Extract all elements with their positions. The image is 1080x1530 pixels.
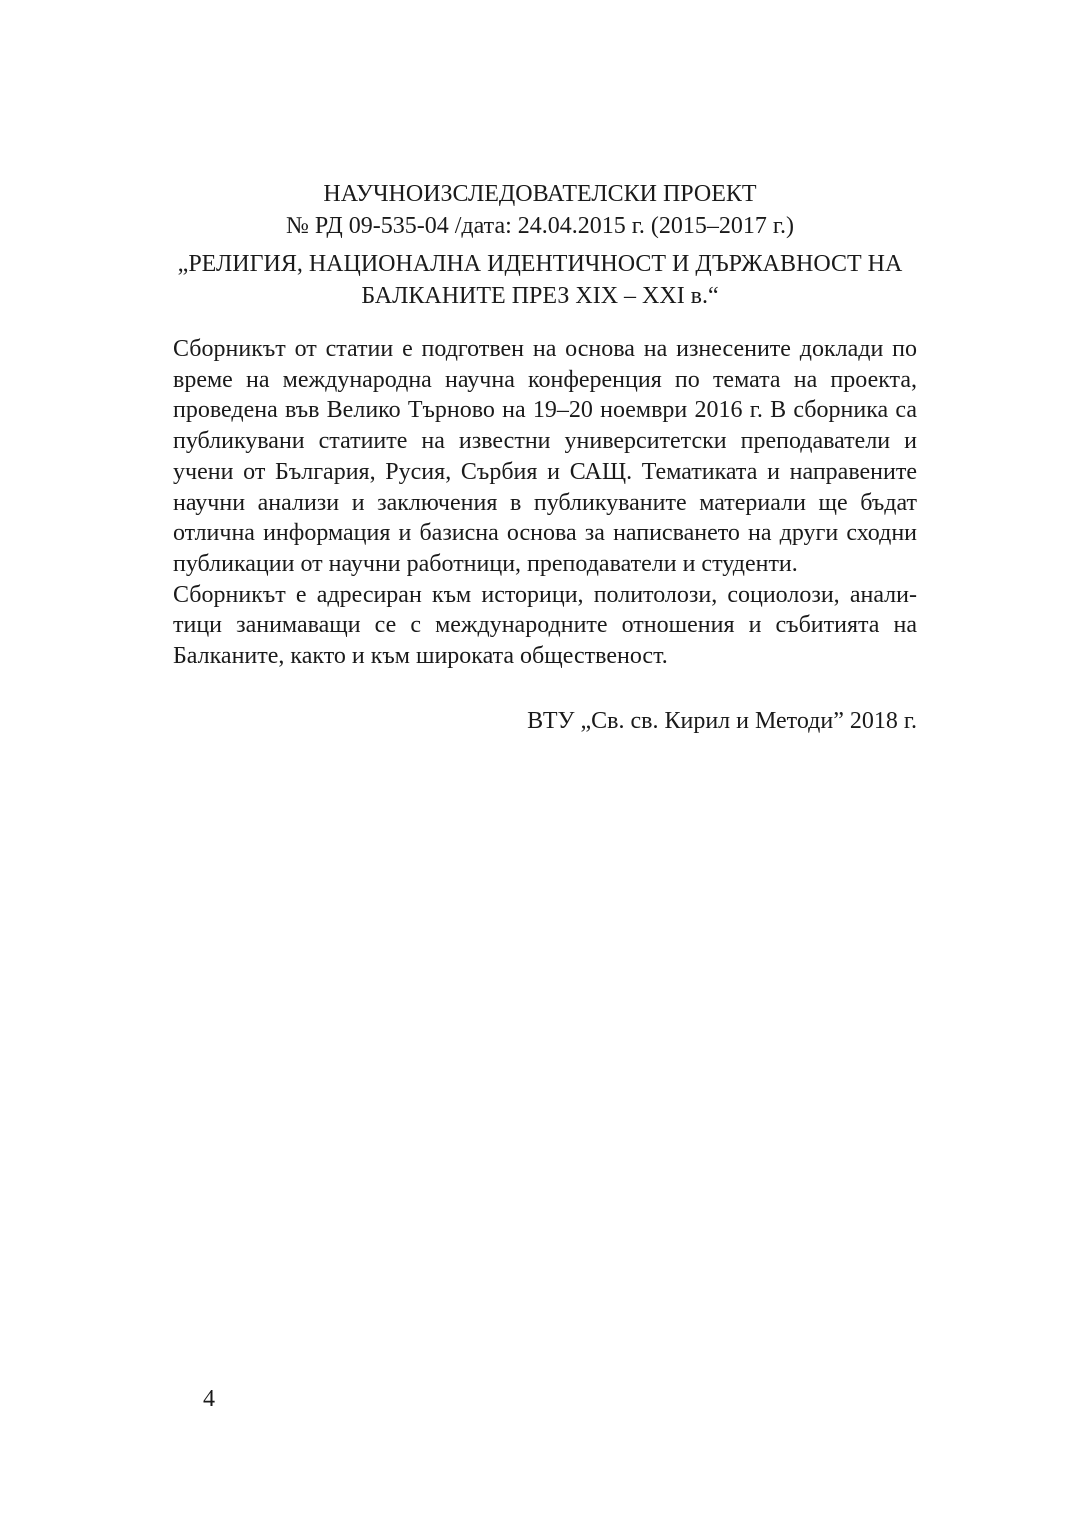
- project-title-line-2: БАЛКАНИТЕ ПРЕЗ XIX – XXI в.“: [361, 283, 719, 309]
- collection-description: [173, 334, 917, 672]
- publisher-line: ВТУ „Св. св. Кирил и Методи” 2018 г.: [527, 708, 917, 734]
- page-number: 4: [203, 1386, 215, 1412]
- project-number-line: № РД 09-535-04 /дата: 24.04.2015 г. (2015–2017 г.): [285, 213, 795, 239]
- project-title-line-1: „РЕЛИГИЯ, НАЦИОНАЛНА ИДЕНТИЧНОСТ И ДЪРЖАВНОСТ НА: [177, 251, 903, 277]
- description-paragraph-1: Сборникът от статии е подготвен на основа на изнесените доклади по време на международна научна конференция по темата на проекта, проведена във Велико Търново на 19–20 ноември 2016 г. В сборника са публикувани статиите на известни университетски преподаватели и учени от България, Русия, Сърбия и САЩ. Тематиката и направените научни анализи и заключения в публикуваните материали ще бъдат отлична информация и базисна основа за написването на други сходни публикации от научни работници, преподаватели и студенти.: [173, 336, 917, 577]
- description-paragraph-2: Сборникът е адресиран към историци, политолози, социолози, аналитици занимаващи се с международните отношения и събитията на Балканите, както и към широката общественост.: [173, 581, 917, 670]
- project-type-heading: НАУЧНОИЗСЛЕДОВАТЕЛСКИ ПРОЕКТ: [323, 181, 757, 207]
